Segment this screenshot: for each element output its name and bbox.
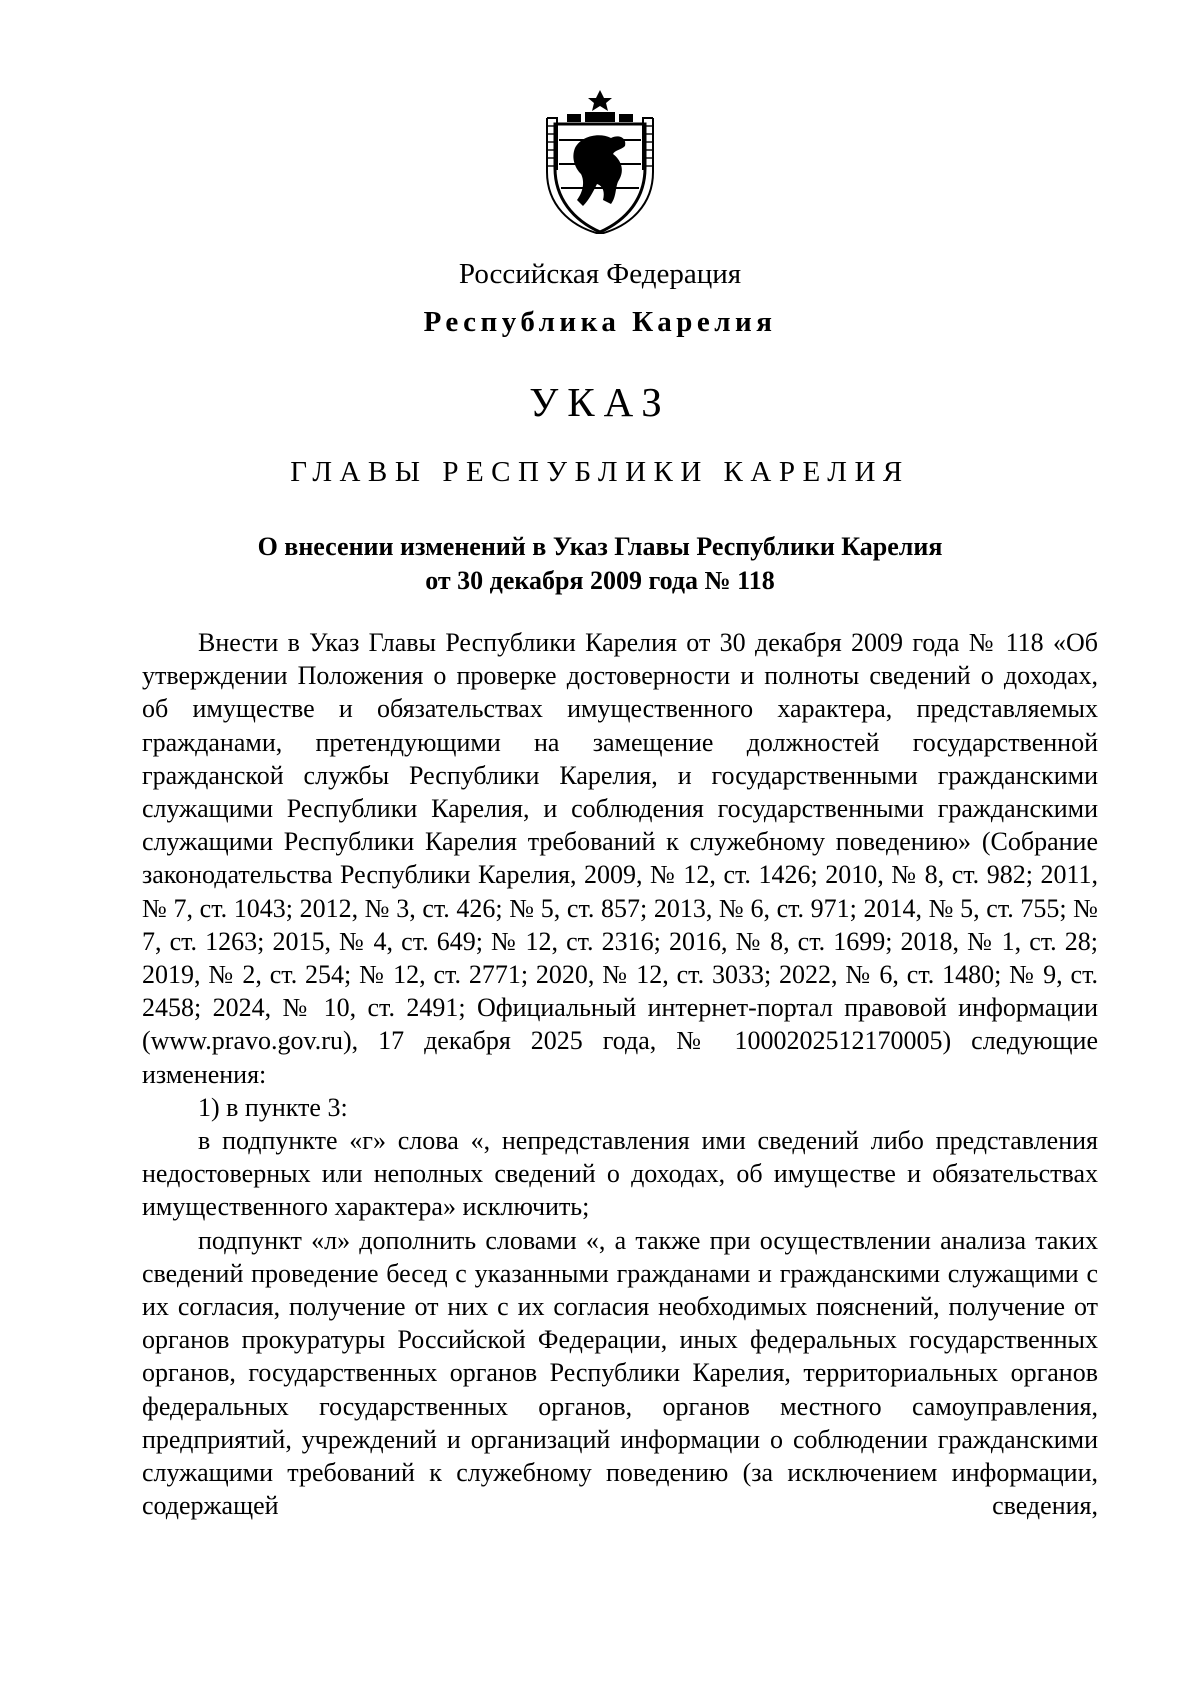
country-name: Российская Федерация [458, 258, 742, 290]
karelia-coat-of-arms-icon [545, 88, 655, 234]
subitem-g-paragraph: в подпункте «г» слова «, непредставления ими сведений либо представления недостоверных или неполных сведений о доходах, об имуществе и обязательствах имущественного характера» исключить; [142, 1126, 1098, 1222]
document-type: УКАЗ [529, 379, 671, 425]
intro-paragraph: Внести в Указ Главы Республики Карелия от 30 декабря 2009 года № 118 «Об утверждении Положения о проверке достоверности и полноты сведений о доходах, об имуществе и обязательствах имущественного характера, представляемых гражданами, претендующими на замещение должностей государственной гражданской службы Республики Карелия, и государственными гражданскими служащими Республики Карелия, и соблюдения государственными гражданскими служащими Республики Карелия требований к служебному поведению» (Собрание законодательства Республики Карелия, 2009, № 12, ст. 1426; 2010, № 8, ст. 982; 2011, № 7, ст. 1043; 2012, № 3, ст. 426; № 5, ст. 857; 2013, № 6, ст. 971; 2014, № 5, ст. 755; № 7, ст. 1263; 2015, № 4, ст. 649; № 12, ст. 2316; 2016, № 8, ст. 1699; 2018, № 1, ст. 28; 2019, № 2, ст. 254; № 12, ст. 2771; 2020, № 12, ст. 3033; 2022, № 6, ст. 1480; № 9, ст. 2458; 2024, № 10, ст. 2491; Официальный интернет-портал правовой информации (www.pravo.gov.ru), 17 декабря 2025 года, № 1000202512170005) следующие изменения: [142, 628, 1098, 1089]
document-body [142, 626, 1098, 1522]
title-line-2: от 30 декабря 2009 года № 118 [425, 566, 775, 595]
item-1-paragraph: 1) в пункте 3: [198, 1092, 348, 1122]
subitem-l-paragraph: подпункт «л» дополнить словами «, а также при осуществлении анализа таких сведений проведение бесед с указанными гражданами и гражданскими служащими с их согласия, получение от них с их согласия необходимых пояснений, получение от органов прокуратуры Российской Федерации, иных федеральных государственных органов, государственных органов Республики Карелия, территориальных органов федеральных государственных органов, органов местного самоуправления, предприятий, учреждений и организаций информации о соблюдении гражданскими служащими требований к служебному поведению (за исключением информации, содержащей сведения, [142, 1225, 1098, 1521]
republic-name: Республика Карелия [423, 306, 777, 338]
document-title [0, 530, 1200, 598]
title-line-1: О внесении изменений в Указ Главы Республики Карелия [257, 532, 943, 561]
document-issuer: ГЛАВЫ РЕСПУБЛИКИ КАРЕЛИЯ [290, 456, 910, 488]
